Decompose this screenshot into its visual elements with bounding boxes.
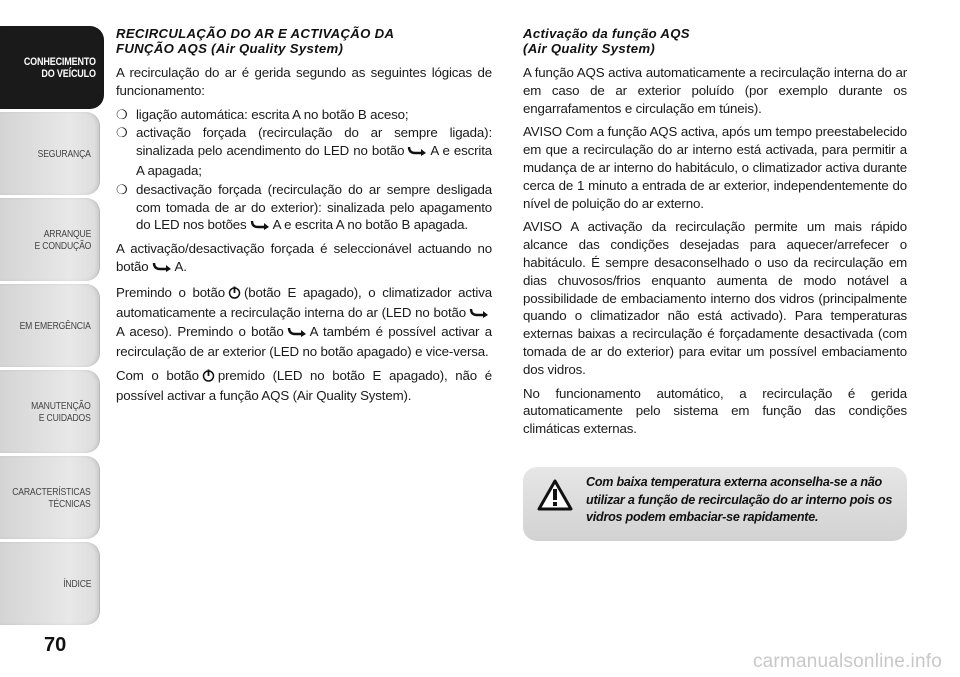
text: A activação/desactivação forçada é seleccionável actuando no botão [116,241,492,274]
tab-arranque-e-conducao[interactable] [0,198,100,281]
intro-paragraph: A recirculação do ar é gerida segundo as seguintes lógicas de funcionamento: [116,65,492,98]
tab-label: ÍNDICE [62,577,91,590]
tab-label: MANUTENÇÃO E CUIDADOS [31,399,91,424]
tab-em-emergencia[interactable] [0,284,100,367]
tab-indice[interactable] [0,542,100,625]
paragraph [116,284,492,361]
tab-conhecimento-do-veiculo[interactable] [0,26,104,109]
circle-bullet-icon: ❍ [116,181,128,197]
text: (botão E apagado), o climatizador activa automaticamente a recirculação interna do ar (LED no botão [116,284,492,320]
text: A também é possível activar a recirculação de ar exterior (LED no botão apagado) e vice-versa. [116,324,492,360]
paragraph: AVISO Com a função AQS activa, após um tempo preestabelecido em que a recirculação do ar interno está activada, para permitir a mudança de ar interno do habitáculo, o climatizador activa durante cerca de 1 minuto a entrada de ar exterior, independentemente do nível de poluição do ar externo. [523,124,907,211]
paragraph: A função AQS activa automaticamente a recirculação interna do ar em caso de ar exterior poluído (por exemplo durante os engarrafamentos e circulação em túneis). [523,65,907,116]
section-heading [116,26,492,56]
list-item-text: desactivação forçada (recirculação do ar sempre desligada com tomada de ar do exterior): sinalizada pelo apagamento do LED nos botões [136,181,492,233]
text: Premindo o botão [116,284,225,300]
text: Com o botão [116,367,199,383]
tab-label: ARRANQUE E CONDUÇÃO [34,227,91,252]
text: A aceso). Premindo o botão [116,324,284,340]
recirculation-icon [152,260,172,278]
list-item-text: A e escrita A no botão B apagada. [272,217,468,233]
circle-bullet-icon: ❍ [116,125,128,141]
tab-label: CONHECIMENTO DO VEÍCULO [23,55,96,80]
tab-label: CARACTERÍSTICAS TÉCNICAS [12,485,91,510]
warning-text: Com baixa temperatura externa aconselha-se a não utilizar a função de recirculação do ar interno pois os vidros podem embaciar-se rapidamente. [586,475,893,524]
list-item-text: A e escrita A apagada; [136,143,492,178]
heading-line-2: FUNÇÃO AQS (Air Quality System) [116,41,344,56]
right-column [523,26,907,444]
paragraph: AVISO A activação da recirculação permite um mais rápido alcance das condições desejadas para aquecer/arrefecer o habitáculo. É sempre desaconselhado o uso da recirculação em dias chuvosos/frios enquanto aumenta de modo notável a possibilidade de embaciamento interno dos vidros (principalmente quando o climatizador não está activado). Para temperaturas externas baixas a recirculação é forçadamente desactivada (com tomada de ar do exterior) para evitar um possível embaciamento dos vidros. [523,219,907,377]
power-icon [202,369,215,387]
list-item [116,181,492,236]
watermark: carmanualsonline.info [752,651,942,672]
list-item-text: activação forçada (recirculação do ar sempre ligada): sinalizada pelo acendimento do LED no botão [136,125,492,159]
recirculation-icon [407,144,427,162]
heading-line-2: (Air Quality System) [523,41,656,56]
warning-box [523,467,907,541]
mode-list [116,106,492,237]
circle-bullet-icon: ❍ [116,106,128,122]
section-heading [523,26,907,56]
text: A. [174,258,187,274]
tab-manutencao-e-cuidados[interactable] [0,370,100,453]
paragraph: No funcionamento automático, a recirculação é gerida automaticamente pelo sistema em função das condições climáticas externas. [523,385,907,437]
paragraph [116,240,492,278]
recirculation-icon [469,306,489,324]
paragraph [116,367,492,405]
recirculation-icon [287,325,307,343]
list-item [116,106,492,124]
left-column [116,26,492,411]
heading-line-1: RECIRCULAÇÃO DO AR E ACTIVAÇÃO DA [116,26,395,41]
warning-triangle-icon [537,479,573,516]
tab-label: SEGURANÇA [37,147,91,160]
list-item-text: ligação automática: escrita A no botão B aceso; [136,106,409,122]
list-item [116,124,492,179]
page-number: 70 [44,634,67,656]
heading-line-1: Activação da função AQS [523,26,690,41]
text: premido (LED no botão E apagado), não é possível activar a função AQS (Air Quality System). [116,367,492,403]
tab-label: EM EMERGÊNCIA [19,319,91,332]
power-icon [228,286,241,304]
tab-caracteristicas-tecnicas[interactable] [0,456,100,539]
tab-seguranca[interactable] [0,112,100,195]
recirculation-icon [250,218,270,236]
